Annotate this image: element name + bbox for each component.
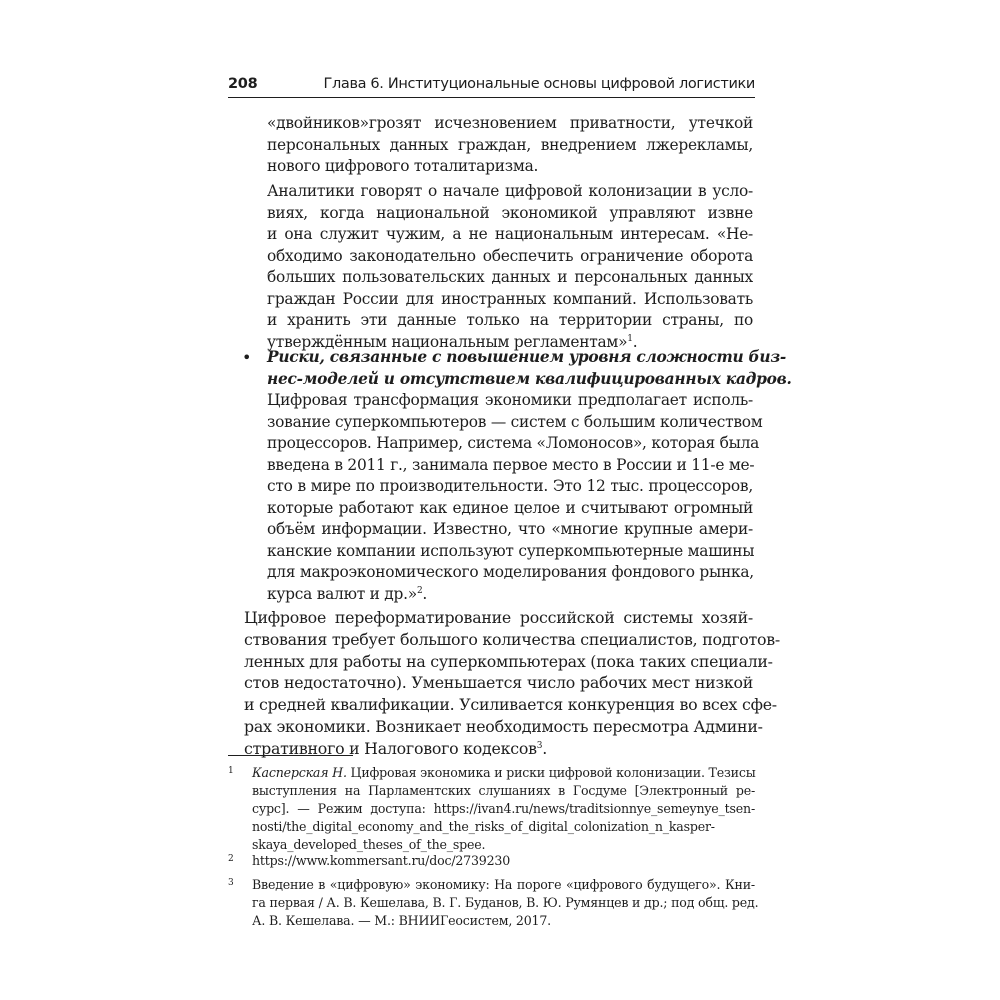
running-title: Глава 6. Институциональные основы цифровой логистики xyxy=(323,76,755,92)
footnote-number: 2 xyxy=(228,854,234,864)
text-line: и средней квалификации. Усиливается конкуренция во всех сфе- xyxy=(244,695,777,715)
footnote-line: выступления на Парламентских слушаниях в Госдуме [Электронный ре- xyxy=(252,783,755,798)
footnote-line: га первая / А. В. Кешелава, В. Г. Буданов, В. Ю. Румянцев и др.; под общ. ред. xyxy=(252,895,759,910)
bullet-item-risks xyxy=(267,347,792,605)
footnote-line[interactable]: skaya_developed_theses_of_the_spee. xyxy=(252,837,486,852)
footnote-text xyxy=(252,876,759,930)
paragraph-analysts xyxy=(267,181,753,353)
bullet-heading-line: нес-моделей и отсутствием квалифицированных кадров. xyxy=(267,369,792,388)
text-line: введена в 2011 г., занимала первое место в России и 11-е ме- xyxy=(267,455,755,474)
text-line: Аналитики говорят о начале цифровой колонизации в усло- xyxy=(267,182,753,200)
footnote-line: Введение в «цифровую» экономику: На пороге «цифрового будущего». Кни- xyxy=(252,877,755,892)
text-line: рах экономики. Возникает необходимость пересмотра Админи- xyxy=(244,716,763,736)
text-line: сто в мире по производительности. Это 12 тыс. процессоров, xyxy=(267,477,753,495)
text-span: . xyxy=(422,584,428,603)
text-line: ленных для работы на суперкомпьютерах (пока таких специали- xyxy=(244,651,773,671)
text-line: персональных данных граждан, внедрением лжерекламы, xyxy=(267,135,753,154)
text-line: стов недостаточно). Уменьшается число рабочих мест низкой xyxy=(244,673,753,693)
bullet-heading-line: Риски, связанные с повышением уровня сложности биз- xyxy=(267,348,787,366)
text-span: Цифровая экономика и риски цифровой колонизации. Тезисы xyxy=(346,765,756,780)
footnote-number: 3 xyxy=(228,878,234,888)
text-line: Цифровое переформатирование российской системы хозяй- xyxy=(244,608,753,627)
header-rule xyxy=(228,97,755,98)
text-line: зование суперкомпьютеров — систем с большим количеством xyxy=(267,412,763,431)
text-line: «двойников»грозят исчезновением приватности, утечкой xyxy=(267,114,753,132)
text-span: . xyxy=(632,332,638,351)
text-line: нового цифрового тоталитаризма. xyxy=(267,157,539,175)
text-line xyxy=(267,584,753,606)
text-line: и хранить эти данные только на территории страны, по xyxy=(267,311,753,329)
bullet-marker: • xyxy=(242,348,252,367)
footnote-ref-3[interactable]: 3 xyxy=(536,740,543,751)
footnote-text xyxy=(252,852,755,870)
footnote-rule xyxy=(228,755,353,756)
text-line: объём информации. Известно, что «многие крупные амери- xyxy=(267,520,753,538)
text-line: виях, когда национальной экономикой управляют извне xyxy=(267,203,753,222)
footnote-text xyxy=(252,764,755,854)
text-line: и она служит чужим, а не национальным интересам. «Не- xyxy=(267,225,753,243)
text-span: стративного и Налогового кодексов xyxy=(244,738,537,758)
running-header xyxy=(228,74,755,94)
text-line: граждан России для иностранных компаний. Использовать xyxy=(267,289,753,308)
text-line: больших пользовательских данных и персональных данных xyxy=(267,268,753,286)
footnote-ref-1[interactable]: 1 xyxy=(627,333,633,344)
footnote-line: А. В. Кешелава. — М.: ВНИИГеосистем, 2017. xyxy=(252,913,551,928)
footnote-number: 1 xyxy=(228,766,234,776)
page-number: 208 xyxy=(228,76,258,92)
paragraph-reformatting xyxy=(244,607,780,760)
text-span: . xyxy=(542,738,548,758)
footnote-line[interactable]: сурс]. — Режим доступа: https://ivan4.ru/news/traditsionnye_semeynye_tsen- xyxy=(252,801,755,816)
text-line xyxy=(244,738,753,760)
text-span: утверждённым национальным регламентам» xyxy=(267,332,628,351)
text-span: курса валют и др.» xyxy=(267,584,417,603)
footnote-ref-2[interactable]: 2 xyxy=(416,585,423,596)
text-line: которые работают как единое целое и считывают огромный xyxy=(267,498,753,517)
text-line: обходимо законодательно обеспечить ограничение оборота xyxy=(267,246,753,265)
text-line: ствования требует большого количества специалистов, подготов- xyxy=(244,629,780,649)
text-line: Цифровая трансформация экономики предполагает исполь- xyxy=(267,391,753,409)
text-line: канские компании используют суперкомпьютерные машины xyxy=(267,541,755,560)
footnote-line[interactable]: nosti/the_digital_economy_and_the_risks_of_digital_colonization_n_kasper- xyxy=(252,819,715,834)
footnote-author: Касперская Н. xyxy=(252,765,347,780)
text-line: процессоров. Например, система «Ломоносов», которая была xyxy=(267,434,760,452)
footnote-line xyxy=(252,764,755,782)
footnote-link[interactable]: https://www.kommersant.ru/doc/2739230 xyxy=(252,853,511,868)
text-line: для макроэкономического моделирования фондового рынка, xyxy=(267,563,754,581)
paragraph-continuation xyxy=(267,113,753,178)
